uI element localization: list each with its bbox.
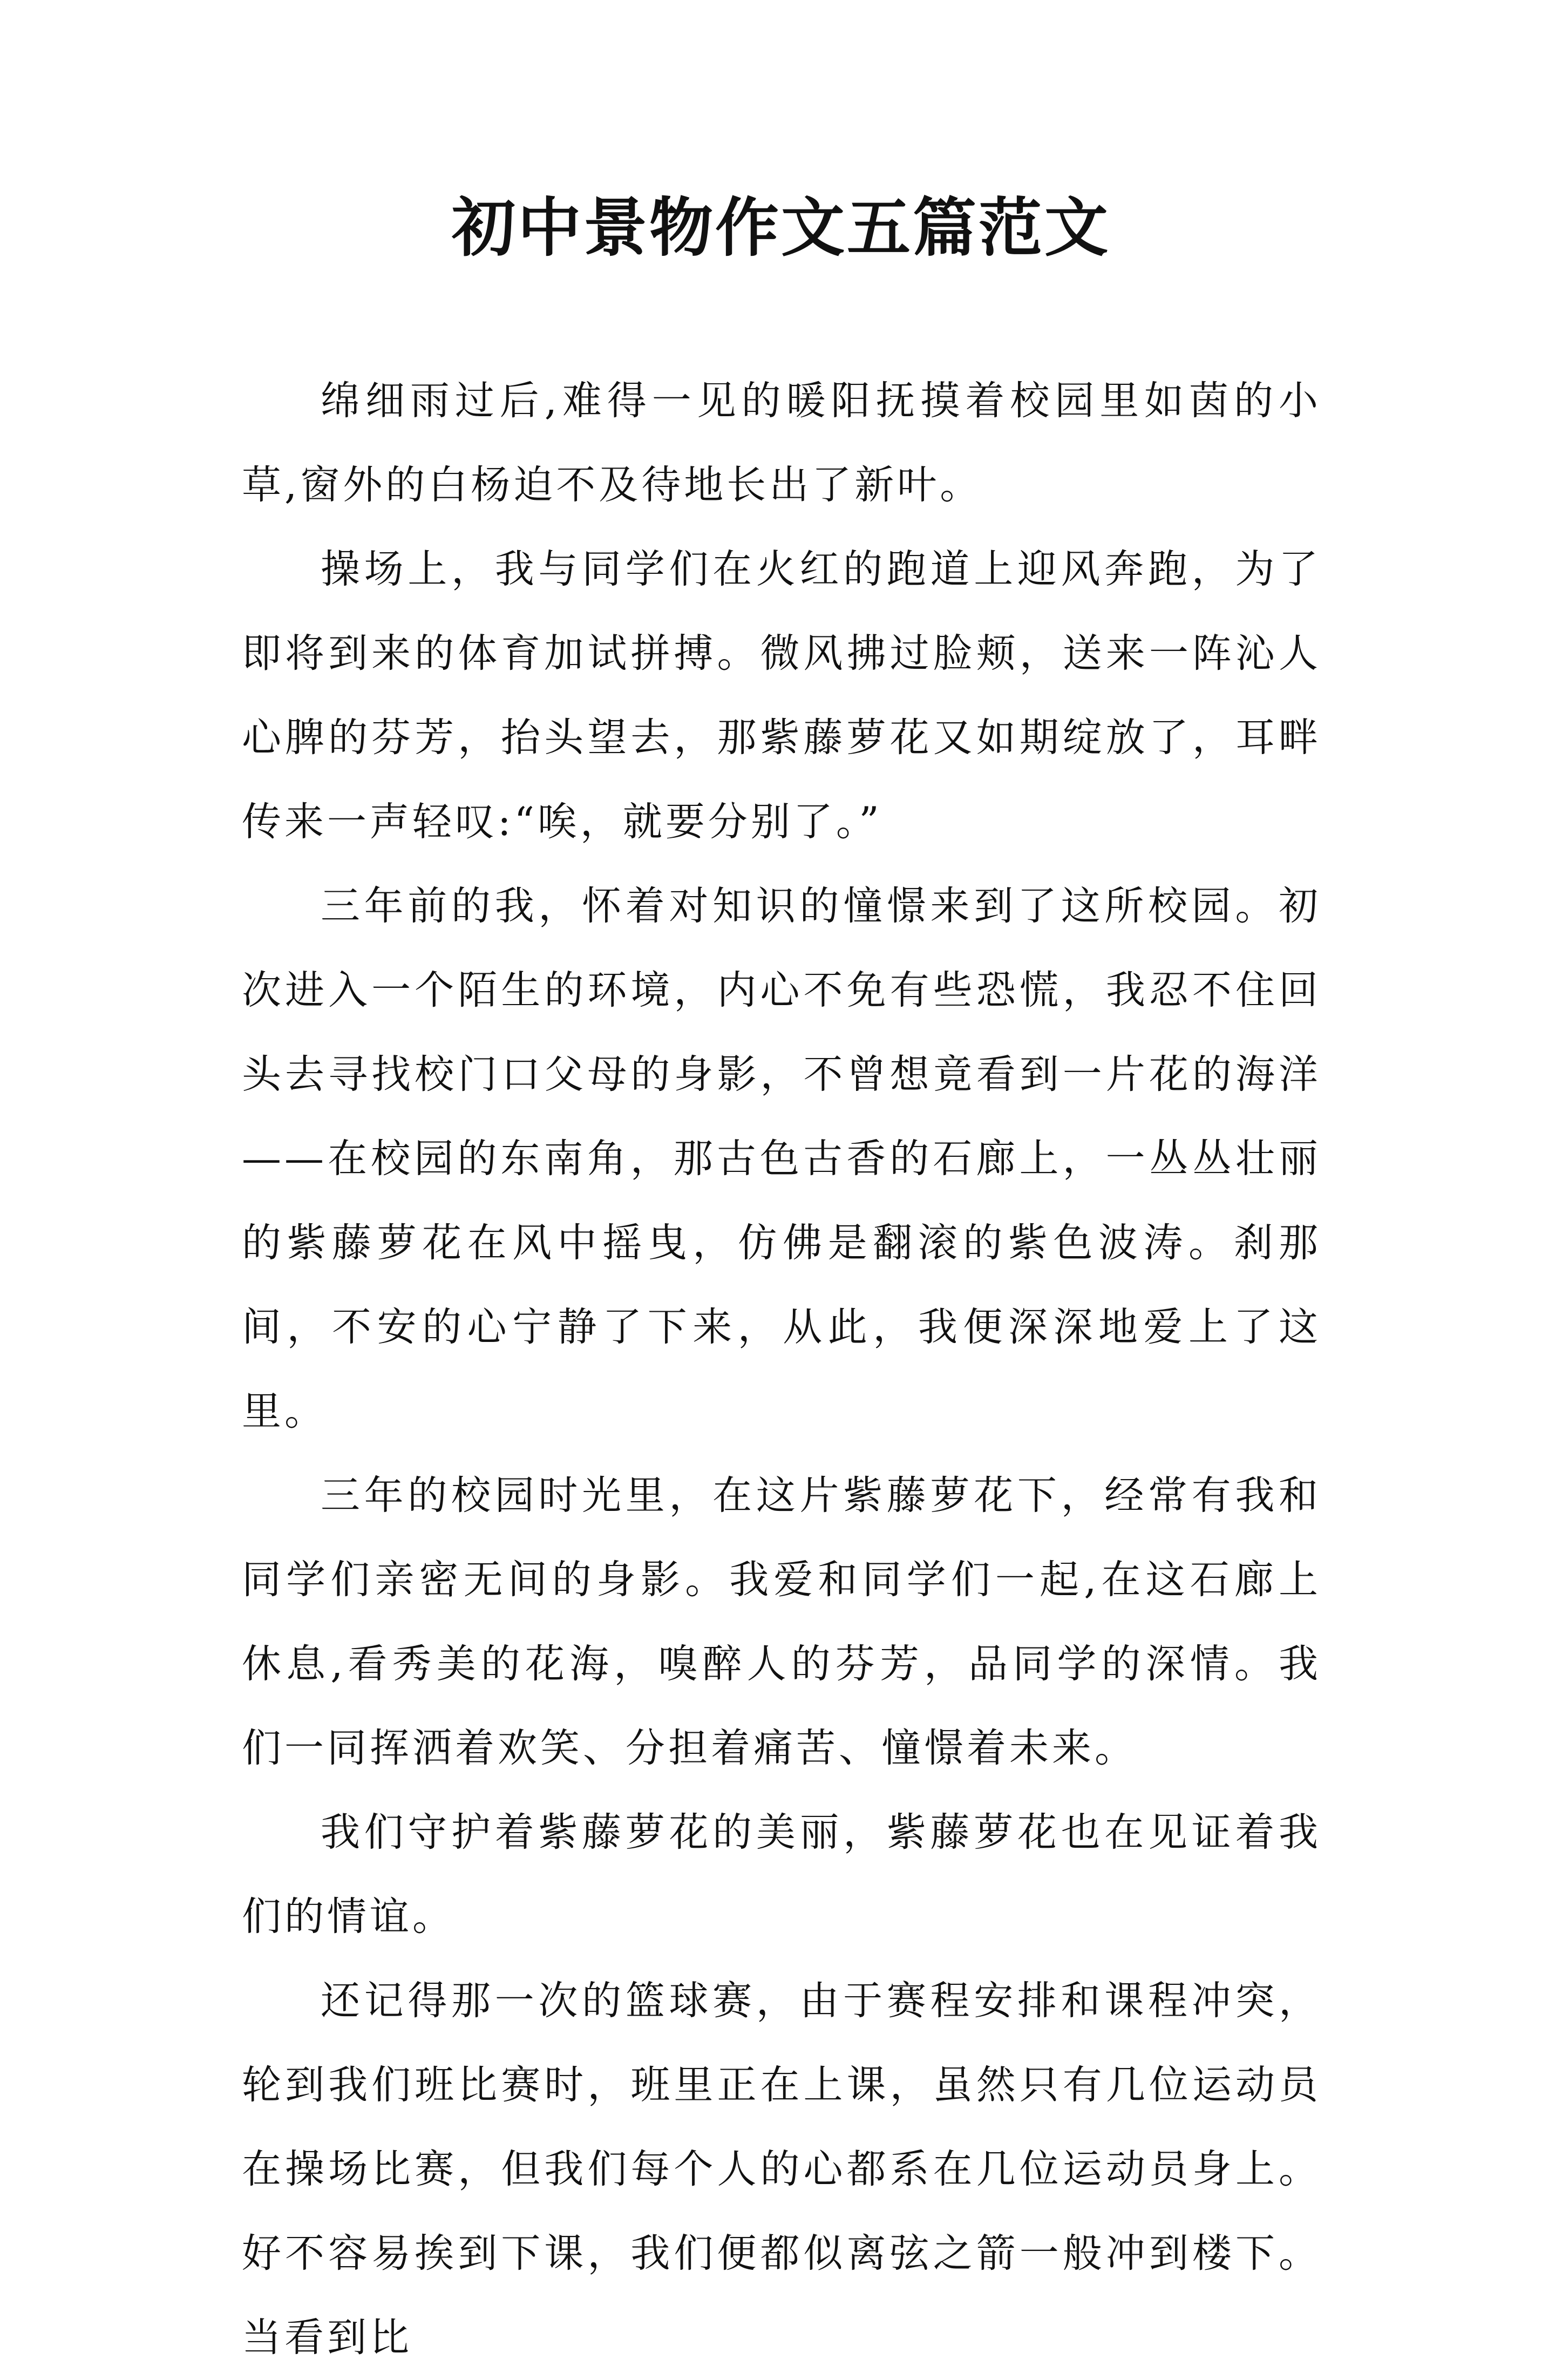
document-title: 初中景物作文五篇范文 xyxy=(451,190,1110,265)
paragraph: 操场上，我与同学们在火红的跑道上迎风奔跑，为了即将到来的体育加试拼搏。微风拂过脸颊，送来一阵沁人心脾的芬芳，抬头望去，那紫藤萝花又如期绽放了，耳畔传来一声轻叹:“唉，就要分别了。” xyxy=(242,546,1321,845)
paragraph: 绵细雨过后,难得一见的暖阳抚摸着校园里如茵的小草,窗外的白杨迫不及待地长出了新叶。 xyxy=(242,378,1321,508)
paragraph: 还记得那一次的篮球赛，由于赛程安排和课程冲突，轮到我们班比赛时，班里正在上课，虽然只有几位运动员在操场比赛，但我们每个人的心都系在几位运动员身上。好不容易挨到下课，我们便都似离弦之箭一般冲到楼下。当看到比 xyxy=(242,1978,1321,2361)
paragraph: 我们守护着紫藤萝花的美丽，紫藤萝花也在见证着我们的情谊。 xyxy=(242,1809,1321,1940)
paragraph: 三年的校园时光里，在这片紫藤萝花下，经常有我和同学们亲密无间的身影。我爱和同学们一起,在这石廊上休息,看秀美的花海，嗅醉人的芬芳，品同学的深情。我们一同挥洒着欢笑、分担着痛苦、憧憬着未来。 xyxy=(242,1473,1321,1771)
document-body xyxy=(242,359,1321,2380)
paragraph: 三年前的我，怀着对知识的憧憬来到了这所校园。初次进入一个陌生的环境，内心不免有些恐慌，我忍不住回头去寻找校门口父母的身影，不曾想竟看到一片花的海洋——在校园的东南角，那古色古香的石廊上，一丛丛壮丽的紫藤萝花在风中摇曳，仿佛是翻滚的紫色波涛。刹那间，不安的心宁静了下来，从此，我便深深地爱上了这里。 xyxy=(242,883,1321,1434)
